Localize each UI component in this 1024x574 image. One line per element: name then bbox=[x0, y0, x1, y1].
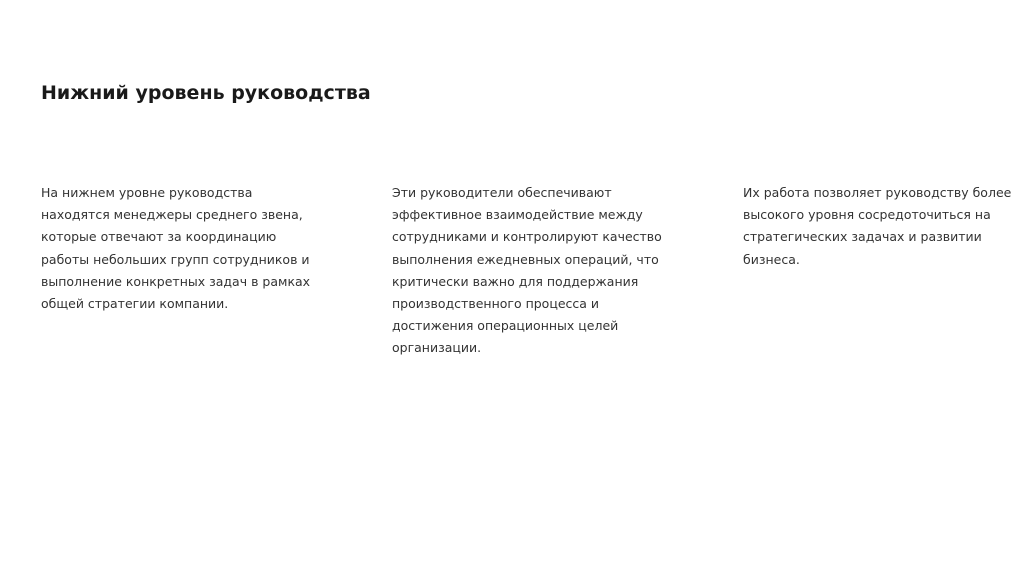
text-line: Эти руководители обеспечивают bbox=[392, 185, 612, 200]
text-line: выполнения ежедневных операций, что bbox=[392, 251, 659, 267]
text-line: которые отвечают за координацию bbox=[41, 229, 277, 245]
text-line: организации. bbox=[392, 340, 482, 356]
text-line: критически важно для поддержания bbox=[392, 273, 639, 289]
text-line: работы небольших групп сотрудников и bbox=[41, 251, 310, 267]
text-line: Их работа позволяет руководству более bbox=[743, 185, 1012, 200]
text-column-3 bbox=[743, 182, 1012, 271]
text-line: высокого уровня сосредоточиться на bbox=[743, 207, 991, 223]
text-line: производственного процесса и bbox=[392, 296, 600, 312]
text-column-2 bbox=[392, 182, 672, 360]
slide-title: Нижний уровень руководства bbox=[41, 82, 371, 104]
text-line: выполнение конкретных задач в рамках bbox=[41, 273, 311, 289]
text-line: бизнеса. bbox=[743, 251, 800, 267]
text-line: стратегических задачах и развитии bbox=[743, 229, 982, 245]
text-line: эффективное взаимодействие между bbox=[392, 207, 643, 223]
text-line: сотрудниками и контролируют качество bbox=[392, 229, 662, 245]
text-line: находятся менеджеры среднего звена, bbox=[41, 207, 303, 223]
text-line: На нижнем уровне руководства bbox=[41, 185, 253, 200]
text-line: достижения операционных целей bbox=[392, 318, 619, 334]
text-column-1 bbox=[41, 182, 321, 315]
text-line: общей стратегии компании. bbox=[41, 296, 229, 312]
